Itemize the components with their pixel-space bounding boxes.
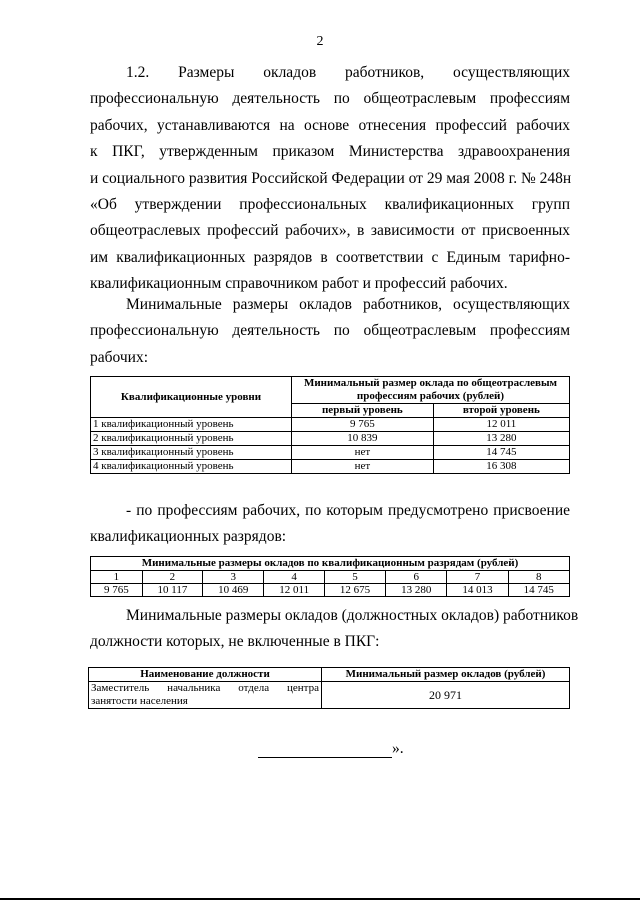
grade-number: 8 [508,571,569,584]
grades-header: Минимальные размеры окладов по квалификационным разрядам (рублей) [91,557,570,571]
cell-first: нет [292,460,434,474]
grade-salary: 9 765 [91,584,143,597]
page-number: 2 [316,34,324,49]
signature-underline [258,741,392,758]
grade-salary: 10 117 [142,584,203,597]
grade-number: 1 [91,571,143,584]
closing-quote: ». [392,740,404,757]
grade-number: 7 [447,571,508,584]
cell-first: 9 765 [292,418,434,432]
cell-level: 1 квалификационный уровень [91,418,292,432]
table-row [91,460,570,474]
paragraph-4 [90,603,579,656]
cell-level: 3 квалификационный уровень [91,446,292,460]
closing-line [258,740,404,758]
header-position-name: Наименование должности [89,668,322,682]
position-salary: 20 971 [322,682,570,709]
cell-second: 16 308 [433,460,569,474]
grade-salary: 12 011 [264,584,325,597]
grade-number: 6 [386,571,447,584]
paragraph-1-line: рабочих, устанавливаются на основе отнесения профессий рабочих [90,116,570,134]
grade-salary: 12 675 [324,584,385,597]
cell-second: 14 745 [433,446,569,460]
table-row [91,418,570,432]
table-row [91,432,570,446]
position-name: Заместитель начальника отдела центра занятости населения [89,682,322,709]
paragraph-2 [90,292,570,371]
grade-salary: 14 013 [447,584,508,597]
header-second-level: второй уровень [433,404,569,418]
grade-salary: 13 280 [386,584,447,597]
cell-level: 4 квалификационный уровень [91,460,292,474]
grade-number: 4 [264,571,325,584]
paragraph-1-line: общеотраслевых профессий рабочих», в зависимости от присвоенных [90,222,570,240]
paragraph-2-line: профессиональную деятельность по общеотраслевым профессиям [90,322,570,340]
cell-level: 2 квалификационный уровень [91,432,292,446]
cell-first: 10 839 [292,432,434,446]
paragraph-2-line: Минимальные размеры окладов работников, осуществляющих [126,296,570,313]
paragraph-1-line: к ПКГ, утвержденным приказом Министерства здравоохранения [90,143,570,161]
cell-second: 13 280 [433,432,569,446]
positions-table [88,667,570,709]
header-levels: Квалификационные уровни [91,377,292,418]
paragraph-1-line: «Об утверждении профессиональных квалификационных групп [90,195,570,213]
grades-table [90,556,570,597]
grade-number: 3 [203,571,264,584]
paragraph-1-line: квалификационным справочником работ и профессий рабочих. [90,275,508,293]
paragraph-3 [90,498,570,551]
paragraph-3-line: квалификационных разрядов: [90,528,287,546]
header-first-level: первый уровень [292,404,434,418]
paragraph-1-line: и социального развития Российской Федерации от 29 мая 2008 г. № 248н [90,169,572,187]
grade-salary: 10 469 [203,584,264,597]
paragraph-2-line: рабочих: [90,348,149,366]
paragraph-1-line: им квалификационных разрядов в соответствии с Единым тарифно- [90,248,570,266]
paragraph-1-line: профессиональную деятельность по общеотраслевым профессиям [90,90,570,108]
paragraph-1 [90,60,570,298]
bottom-rule [0,898,640,900]
cell-first: нет [292,446,434,460]
table-row [89,682,570,709]
table-row [91,446,570,460]
paragraph-4-line: Минимальные размеры окладов (должностных окладов) работников [126,607,579,624]
paragraph-4-line: должности которых, не включенные в ПКГ: [90,633,380,651]
grade-number: 2 [142,571,203,584]
cell-second: 12 011 [433,418,569,432]
paragraph-1-line: 1.2. Размеры окладов работников, осуществляющих [126,64,570,81]
header-position-min: Минимальный размер окладов (рублей) [322,668,570,682]
qualification-levels-table [90,376,570,474]
grade-salary: 14 745 [508,584,569,597]
paragraph-3-line: - по профессиям рабочих, по которым предусмотрено присвоение [126,502,570,519]
header-min-salary: Минимальный размер оклада по общеотраслевым профессиям рабочих (рублей) [292,377,570,404]
grade-number: 5 [324,571,385,584]
